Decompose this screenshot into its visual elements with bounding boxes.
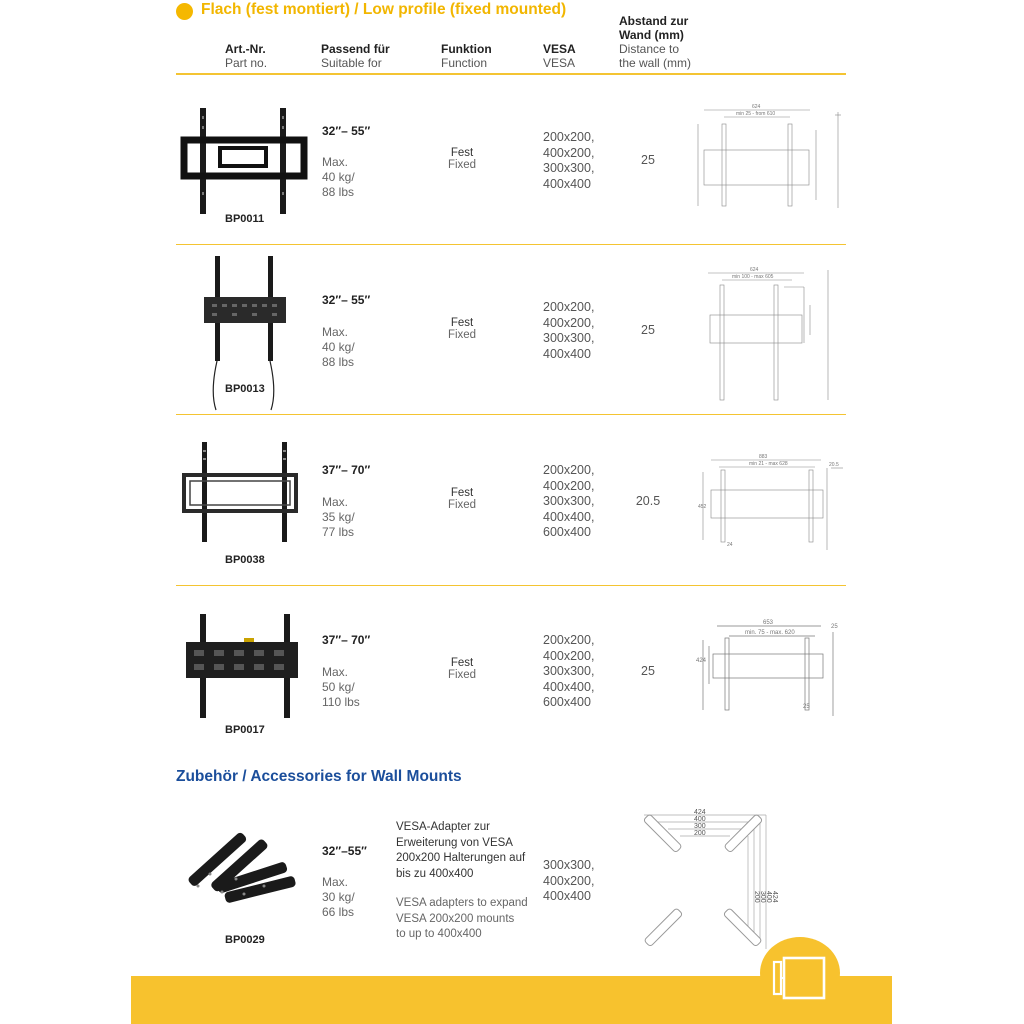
bp0029-dim-200: 200 [694,830,706,837]
bp0038-function [432,487,492,511]
header-distance [619,14,691,70]
bp0013-weight-lbs: 88 lbs [322,355,355,369]
bp0038-part-number: BP0038 [225,554,265,566]
row-divider [176,414,846,415]
bp0029-dim-v-424: 424 [771,891,778,903]
bp0011-function [432,147,492,171]
bp0013-function-de: Fest [450,317,474,329]
bp0013-function [432,317,492,341]
bp0038-distance: 20.5 [635,494,661,508]
bp0038-diagram-bottom-label: 24 [727,542,733,548]
bp0029-desc-en-2: VESA 200x200 mounts [396,912,515,925]
bp0029-dim-300: 300 [694,823,706,830]
bp0017-function-en: Fixed [447,669,477,681]
bp0011-function-de: Fest [450,147,474,159]
bp0017-diagram-depth-label: 25 [831,624,838,630]
bp0029-product-image [186,822,298,910]
bp0013-weight [322,325,355,370]
bp0017-weight-kg: 50 kg/ [322,680,355,694]
bp0017-product-image [180,612,305,722]
header-part [225,42,267,70]
bp0013-vesa-2: 400x200, [543,315,595,330]
bp0038-diagram-range-label: min 21 - max 628 [749,461,788,467]
header-distance-de-1: Abstand zur [619,14,689,28]
bp0013-diagram-range-label: min 100 - max 605 [732,274,774,280]
bp0038-weight-lbs: 77 lbs [322,525,355,539]
accessories-title: Zubehör / Accessories for Wall Mounts [176,768,462,785]
bp0013-dimension-drawing [700,265,840,405]
bp0011-diagram-width-label: 624 [752,104,761,110]
bp0029-dim-v-300: 300 [759,891,766,903]
bp0038-vesa-3: 300x300, [543,494,595,508]
bp0029-vesa-1: 300x300, [543,858,595,872]
bp0038-vesa-4: 400x400, [543,509,595,524]
bp0011-vesa-1: 200x200, [543,130,595,144]
bp0038-function-de: Fest [450,487,474,499]
header-distance-en-2: the wall (mm) [619,56,692,70]
bp0017-part-number: BP0017 [225,724,265,736]
bp0038-vesa [543,463,594,541]
bp0017-vesa-5: 600x400 [543,695,591,709]
header-vesa-en: VESA [543,56,576,70]
bp0038-diagram-width-label: 883 [759,454,768,460]
bp0017-size: 37″– 70″ [322,633,371,647]
bp0017-diagram-width-label: 653 [763,620,774,626]
bp0017-diagram-height-label: 424 [696,658,707,664]
bp0029-vesa-3: 400x400 [543,889,591,903]
bp0013-distance: 25 [641,323,655,337]
bp0011-distance: 25 [641,153,655,167]
bp0011-vesa [543,130,594,192]
row-divider [176,585,846,586]
bp0038-weight-kg: 35 kg/ [322,510,355,524]
bp0017-vesa-4: 400x400, [543,679,595,694]
bp0038-weight-label: Max. [322,495,349,509]
bp0017-vesa-1: 200x200, [543,633,595,647]
bp0029-vesa [543,858,594,905]
bp0017-vesa [543,633,594,711]
header-suitable-de: Passend für [321,42,390,56]
header-vesa-de: VESA [543,42,576,56]
bp0011-part-number: BP0011 [225,213,265,225]
bp0038-size: 37″– 70″ [322,463,371,477]
bp0029-description-en [396,896,528,943]
bp0029-desc-de-1: VESA-Adapter zur [396,821,490,833]
bp0013-vesa-1: 200x200, [543,300,595,314]
bp0017-dimension-drawing [695,618,845,723]
bp0013-part-number: BP0013 [225,383,265,395]
bp0011-weight-kg: 40 kg/ [322,170,355,184]
bp0011-product-image [180,104,310,216]
header-function-en: Function [441,56,488,70]
bp0029-dim-424: 424 [694,809,706,816]
bp0017-diagram-range-label: min. 75 - max. 620 [745,630,795,636]
bp0038-vesa-1: 200x200, [543,463,595,477]
bp0013-size: 32″– 55″ [322,293,371,307]
bp0011-vesa-3: 300x300, [543,161,595,175]
bp0017-function [432,657,492,681]
bp0038-diagram-height-label: 452 [698,504,707,510]
bp0017-weight [322,665,360,710]
bp0011-weight-lbs: 88 lbs [322,185,355,199]
bp0029-dim-v-200: 200 [753,891,760,903]
bp0038-vesa-5: 600x400 [543,525,591,539]
bp0029-weight-kg: 30 kg/ [322,890,355,904]
bp0013-weight-label: Max. [322,325,349,339]
header-divider [176,73,846,75]
bp0029-desc-de-2: Erweiterung von VESA [396,836,513,849]
bp0011-function-en: Fixed [447,159,477,171]
bp0029-part-number: BP0029 [225,934,265,946]
bp0013-vesa-3: 300x300, [543,331,595,345]
header-distance-de-2: Wand (mm) [619,28,684,42]
bp0038-product-image [178,440,303,548]
bp0038-diagram-depth-label: 20.5 [829,462,839,468]
bp0011-weight [322,155,355,200]
header-suitable [321,42,390,70]
bp0011-weight-label: Max. [322,155,349,169]
bp0017-weight-label: Max. [322,665,349,679]
header-function [441,42,492,70]
bp0029-weight-lbs: 66 lbs [322,905,355,919]
header-part-de: Art.-Nr. [225,42,266,56]
bp0013-weight-kg: 40 kg/ [322,340,355,354]
header-function-de: Funktion [441,42,492,56]
header-suitable-en: Suitable for [321,56,382,70]
section-title: Flach (fest montiert) / Low profile (fixed mounted) [201,1,567,18]
bp0029-desc-de-4: bis zu 400x400 [396,867,474,880]
bp0029-dim-v-400: 400 [765,891,772,903]
bp0013-function-en: Fixed [447,329,477,341]
bp0029-desc-en-3: to up to 400x400 [396,928,482,940]
bp0011-dimension-drawing [690,100,850,215]
bp0038-function-en: Fixed [447,499,477,511]
bp0017-weight-lbs: 110 lbs [322,695,360,709]
bp0017-distance: 25 [641,664,655,678]
bp0017-diagram-bottom-label: 25 [803,704,810,710]
bp0029-desc-de-3: 200x200 Halterungen auf [396,852,526,864]
bp0011-diagram-range-label: min 25 - from 610 [736,111,776,117]
bp0017-function-de: Fest [450,657,474,669]
bp0013-vesa [543,300,594,362]
bp0013-diagram-width-label: 624 [750,267,759,273]
bp0011-size: 32″– 55″ [322,124,371,138]
bp0017-vesa-3: 300x300, [543,664,595,678]
header-distance-en-1: Distance to [619,42,680,56]
bp0038-weight [322,495,355,540]
header-vesa [543,42,576,70]
section-bullet-icon [176,3,193,20]
bp0029-weight [322,875,355,920]
bp0038-dimension-drawing [695,450,845,555]
bp0013-vesa-4: 400x400 [543,346,591,361]
bp0029-size: 32″–55″ [322,844,367,858]
bp0038-vesa-2: 400x200, [543,478,595,493]
bp0011-vesa-2: 400x200, [543,145,595,160]
header-part-en: Part no. [225,56,268,70]
bp0029-desc-en-1: VESA adapters to expand [396,897,528,909]
bp0029-weight-label: Max. [322,875,349,889]
row-divider [176,244,846,245]
bp0029-vesa-2: 400x200, [543,873,595,888]
bp0017-vesa-2: 400x200, [543,648,595,663]
tv-mount-icon [770,954,830,1002]
bp0029-dim-400: 400 [694,816,706,823]
bp0029-description-de [396,820,525,882]
bp0029-dimension-drawing [632,805,792,957]
bp0011-vesa-4: 400x400 [543,176,591,191]
